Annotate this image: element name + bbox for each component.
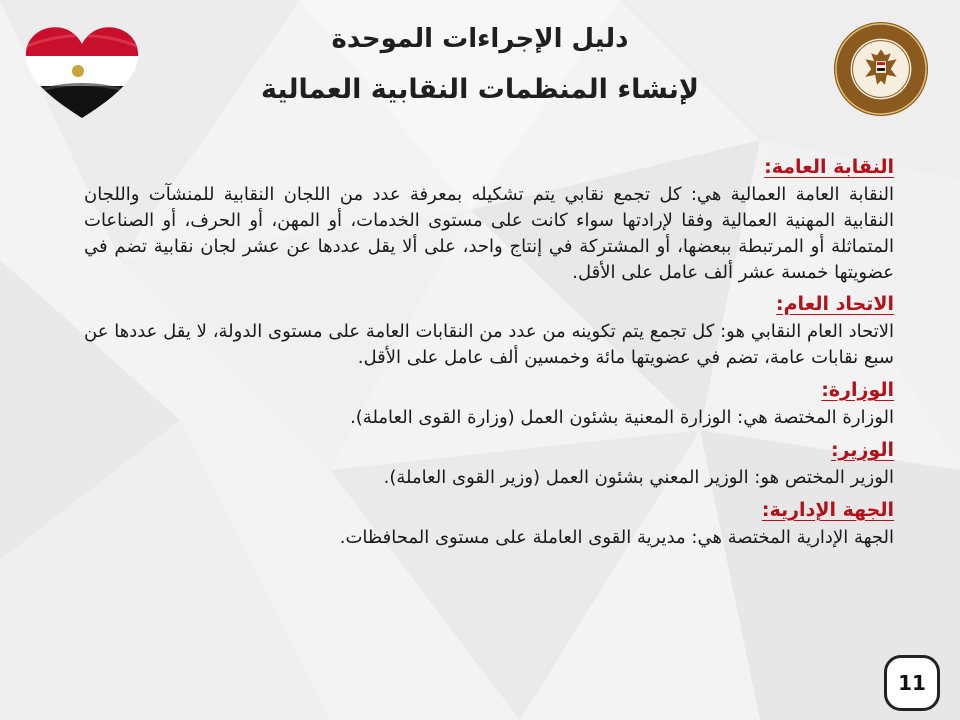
section-title: النقابة العامة: bbox=[764, 156, 894, 178]
definitions-content bbox=[84, 154, 894, 557]
section-body: الوزارة المختصة هي: الوزارة المعنية بشئون العمل (وزارة القوى العاملة). bbox=[350, 407, 894, 428]
section-general-union bbox=[84, 154, 894, 286]
section-title: الاتحاد العام: bbox=[775, 293, 894, 315]
page-number: 11 bbox=[884, 655, 940, 711]
page-title: دليل الإجراءات الموحدة bbox=[331, 24, 629, 54]
section-title: الوزير: bbox=[830, 439, 894, 461]
section-administrative-body bbox=[84, 497, 894, 551]
section-minister bbox=[84, 437, 894, 491]
section-general-federation bbox=[84, 291, 894, 371]
section-body: الجهة الإدارية المختصة هي: مديرية القوى العاملة على مستوى المحافظات. bbox=[339, 527, 894, 548]
section-title: الوزارة: bbox=[821, 379, 894, 401]
page-subtitle: لإنشاء المنظمات النقابية العمالية bbox=[261, 74, 699, 105]
section-body: الوزير المختص هو: الوزير المعني بشئون العمل (وزير القوى العاملة). bbox=[383, 467, 894, 488]
section-title: الجهة الإدارية: bbox=[761, 499, 894, 521]
egypt-flag-icon bbox=[22, 18, 142, 124]
ministry-seal-icon bbox=[832, 20, 930, 118]
section-body: الاتحاد العام النقابي هو: كل تجمع يتم تكوينه من عدد من النقابات العامة على مستوى الدولة، لا يقل عددها عن سبع نقابات عامة، تضم في عضويتها مائة وخمسين ألف عامل على الأقل. bbox=[84, 321, 894, 368]
section-body: النقابة العامة العمالية هي: كل تجمع نقابي يتم تشكيله بمعرفة عدد من اللجان النقابية للمنشآت واللجان النقابية المهنية العمالية وفقا لإرادتها سواء كانت على مستوى الخدمات، أو المهن، أو الحرف، أو الصناعات المتماثلة أو المرتبطة ببعضها، أو المشتركة في إنتاج واحد، على ألا يقل عددها عن عشر لجان نقابية تضم في عضويتها خمسة عشر ألف عامل على الأقل. bbox=[84, 184, 894, 283]
section-ministry bbox=[84, 377, 894, 431]
